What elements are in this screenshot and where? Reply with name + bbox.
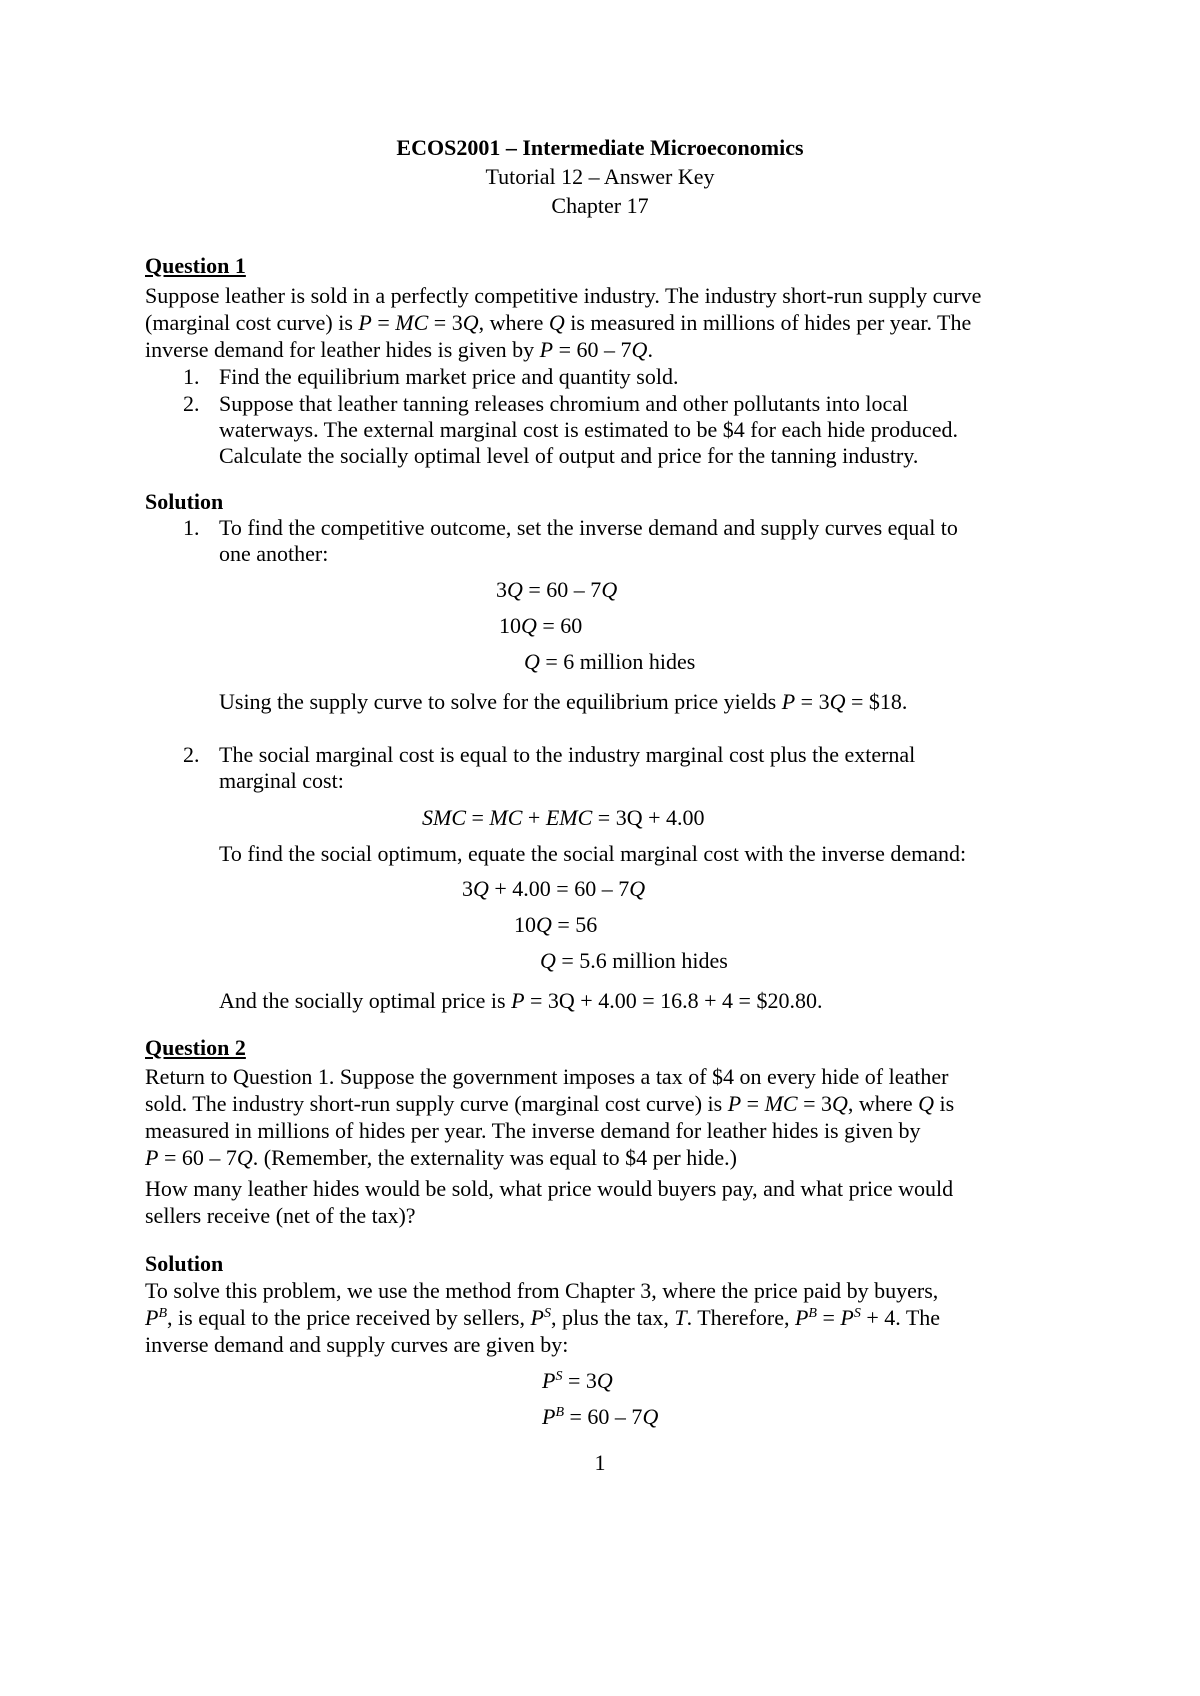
list-item: waterways. The external marginal cost is estimated to be $4 for each hide produced. [219,417,958,442]
q2-text-line: How many leather hides would be sold, what price would buyers pay, and what price would [145,1176,954,1201]
solution-2-heading: Solution [145,1251,224,1276]
equation-line: $P^S = 3Q$ [542,1368,613,1393]
solution-text-line: Using the supply curve to solve for the equilibrium price yields P = 3Q = $18. [219,689,908,714]
list-item: Find the equilibrium market price and quantity sold. [219,364,679,389]
page-number: 1 [594,1450,606,1475]
equation-line: SMC = MC + EMC = 3Q + 4.00 [422,805,705,830]
solution-text-line: $P^B$, is equal to the price received by sellers, $P^S$, plus the tax, T. Therefore, $P^B = P^S + 4$. The [145,1305,941,1330]
equation-line: 3Q = 60 – 7Q [496,577,618,602]
solution-text-line: To find the social optimum, equate the social marginal cost with the inverse demand: [219,841,967,866]
list-number: 2. [183,391,200,416]
tutorial-title: Tutorial 12 – Answer Key [485,164,715,189]
equation-line: Q = 6 million hides [524,649,696,674]
list-item: Suppose that leather tanning releases chromium and other pollutants into local [219,391,909,416]
question-1-heading: Question 1 [145,253,246,278]
list-number: 1. [183,364,200,389]
question-2-heading: Question 2 [145,1035,246,1060]
course-title: ECOS2001 – Intermediate Microeconomics [396,135,804,160]
list-item: Calculate the socially optimal level of output and price for the tanning industry. [219,443,919,468]
solution-text-line: And the socially optimal price is P = 3Q + 4.00 = 16.8 + 4 = $20.80. [219,988,823,1013]
q2-text-line: P = 60 – 7Q. (Remember, the externality was equal to $4 per hide.) [145,1145,737,1170]
equation-line: 10Q = 56 [514,912,598,937]
q2-text-line: measured in millions of hides per year. The inverse demand for leather hides is given by [145,1118,921,1143]
equation-line: 10Q = 60 [499,613,583,638]
q2-text-line: sellers receive (net of the tax)? [145,1203,416,1228]
list-number: 2. [183,742,200,767]
solution-1-heading: Solution [145,489,224,514]
solution-text-line: To find the competitive outcome, set the inverse demand and supply curves equal to [219,515,958,540]
q2-text-line: sold. The industry short-run supply curve (marginal cost curve) is P = MC = 3Q, where Q is [145,1091,955,1116]
equation-line: $P^B = 60 - 7Q$ [542,1404,659,1429]
q1-text-line: Suppose leather is sold in a perfectly competitive industry. The industry short-run supply curve [145,283,982,308]
q1-text-line: inverse demand for leather hides is given by P = 60 – 7Q. [145,337,653,362]
solution-text-line: marginal cost: [219,768,344,793]
solution-text-line: To solve this problem, we use the method from Chapter 3, where the price paid by buyers, [145,1278,939,1303]
q1-text-line: (marginal cost curve) is P = MC = 3Q, where Q is measured in millions of hides per year. The [145,310,972,335]
list-number: 1. [183,515,200,540]
solution-text-line: The social marginal cost is equal to the industry marginal cost plus the external [219,742,916,767]
solution-text-line: one another: [219,541,329,566]
equation-line: 3Q + 4.00 = 60 – 7Q [462,876,646,901]
solution-text-line: inverse demand and supply curves are given by: [145,1332,569,1357]
chapter-title: Chapter 17 [551,193,649,218]
q2-text-line: Return to Question 1. Suppose the government imposes a tax of $4 on every hide of leather [145,1064,949,1089]
equation-line: Q = 5.6 million hides [540,948,728,973]
